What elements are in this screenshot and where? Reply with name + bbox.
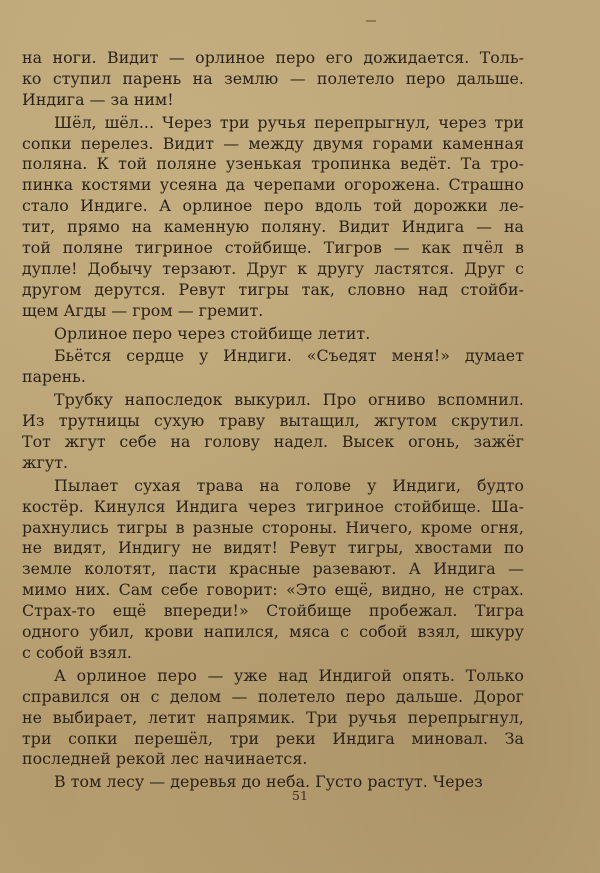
text-line: на ноги. Видит — орлиное перо его дожидается. Толь- <box>22 48 524 67</box>
text-line: сопки перелез. Видит — между двумя горами каменная <box>22 133 524 153</box>
text-line: щем Агды — гром — гремит. <box>22 300 264 320</box>
text-line: Из трутницы сухую траву вытащил, жгутом скрутил. <box>22 411 524 431</box>
text-line: не выбирает, летит напрямик. Три ручья перепрыгнул, <box>22 707 524 727</box>
printer-mark <box>366 20 376 22</box>
text-line: три сопки перешёл, три реки Индига миновал. За <box>22 728 524 748</box>
text-line: земле колотят, пасти красные разевают. А Индига — <box>22 559 524 579</box>
paragraph <box>22 388 524 474</box>
paragraph <box>22 344 524 388</box>
text-line: с собой взял. <box>22 642 132 662</box>
paragraph <box>22 46 524 111</box>
paragraph <box>22 664 524 770</box>
text-line: ко ступил парень на землю — полетело перо дальше. <box>22 68 524 88</box>
text-line: Шёл, шёл... Через три ручья перепрыгнул, через три <box>54 112 524 132</box>
text-line: В том лесу — деревья до неба. Густо растут. Через <box>54 772 483 792</box>
text-line: парень. <box>22 367 86 387</box>
text-line: Страх-то ещё впереди!» Стойбище пробежал. Тигра <box>22 601 524 621</box>
text-line: дупле! Добычу терзают. Друг к другу ластятся. Друг с <box>22 258 524 278</box>
text-line: той поляне тигриное стойбище. Тигров — как пчёл в <box>22 238 524 258</box>
text-line: стало Индиге. А орлиное перо вдоль той дорожки ле- <box>22 196 524 216</box>
text-line: Трубку напоследок выкурил. Про огниво вспомнил. <box>54 390 524 410</box>
text-line: Тот жгут себе на голову надел. Высек огонь, зажёг <box>22 432 524 452</box>
text-line: рахнулись тигры в разные стороны. Ничего, кроме огня, <box>22 517 524 537</box>
text-line: не видят, Индигу не видят! Ревут тигры, хвостами по <box>22 538 524 558</box>
paragraph <box>22 111 524 322</box>
text-line: тит, прямо на каменную поляну. Видит Индига — на <box>22 217 524 237</box>
text-line: одного убил, крови напился, мяса с собой взял, шкуру <box>22 622 524 642</box>
text-line: Индига — за ним! <box>22 89 174 109</box>
text-line: жгут. <box>22 452 69 472</box>
text-line: костёр. Кинулся Индига через тигриное стойбище. Ша- <box>22 496 524 516</box>
text-line: мимо них. Сам себе говорит: «Это ещё, видно, не страх. <box>22 580 524 600</box>
text-line: А орлиное перо — уже над Индигой опять. Только <box>54 665 524 685</box>
text-line: Бьётся сердце у Индиги. «Съедят меня!» думает <box>54 346 524 366</box>
page-body-text <box>22 46 524 793</box>
text-line: поляна. К той поляне узенькая тропинка ведёт. Та тро- <box>22 154 524 174</box>
paragraph <box>22 322 524 345</box>
text-line: другом дерутся. Ревут тигры так, словно над стойби- <box>22 279 524 299</box>
text-line: справился он с делом — полетело перо дальше. Дорог <box>22 686 524 706</box>
text-line: последней рекой лес начинается. <box>22 749 308 769</box>
text-line: Орлиное перо через стойбище летит. <box>54 323 371 343</box>
text-line: пинка костями усеяна да черепами огорожена. Страшно <box>22 175 524 195</box>
page-number: 51 <box>292 788 308 803</box>
text-line: Пылает сухая трава на голове у Индиги, будто <box>54 475 524 495</box>
paragraph <box>22 474 524 664</box>
